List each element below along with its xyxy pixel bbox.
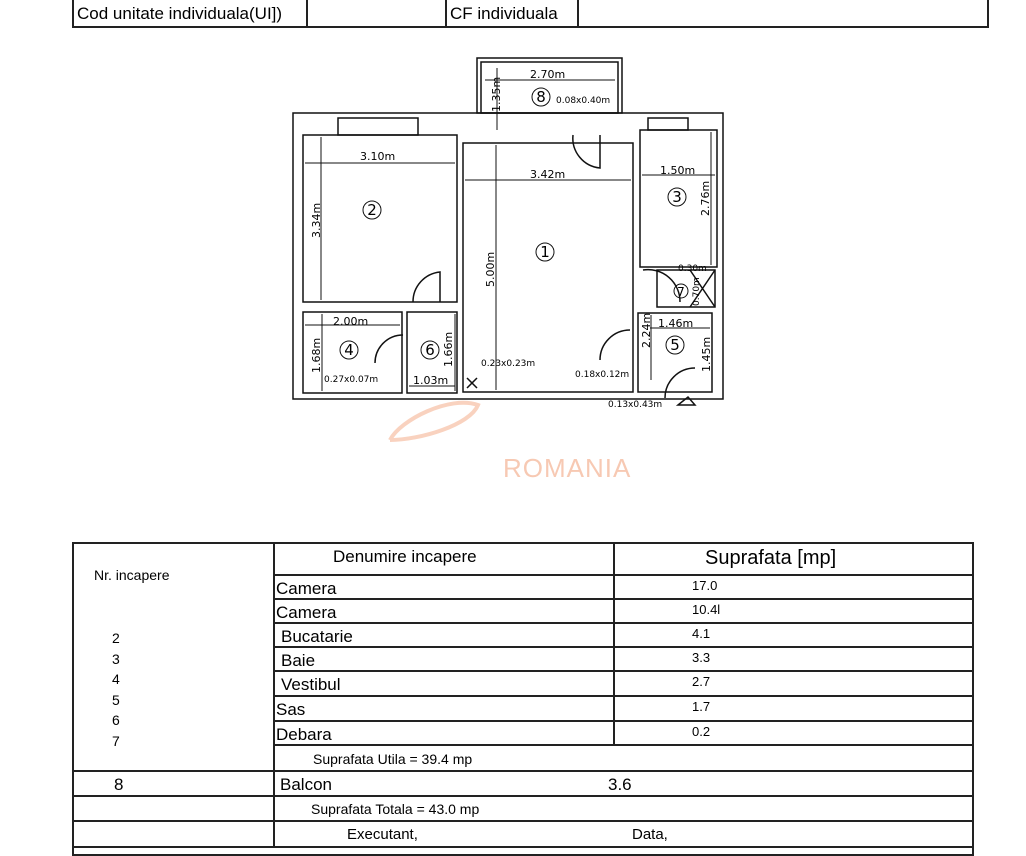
room-area: 10.4l [613,598,974,624]
nr-item: 3 [112,650,120,667]
room-number-5: 5 [670,336,680,354]
dim-r4-h: 1.68m [310,337,323,373]
dim-r2-h: 3.34m [310,202,323,238]
dim-r6-w: 1.03m [413,374,449,387]
dim-r7-w: 0.30m [678,264,707,274]
dim-r5-h2: 2.24m [640,312,653,348]
dim-balcon-w: 2.70m [530,68,566,81]
balcon-row [273,770,974,797]
nr-header: Nr. incapere [94,567,170,583]
room-number-7: 7 [677,285,685,299]
totala-blank [72,795,275,822]
room-area: 1.7 [613,695,974,722]
room-name: Bucatarie [273,622,615,648]
room-number-3: 3 [672,188,682,206]
nr-item: 2 [112,630,120,646]
dim-col3: 0.13x0.43m [608,400,663,410]
room-number-4: 4 [344,341,354,359]
room-number-2: 2 [367,201,377,219]
room-area: 3.3 [613,646,974,672]
room-area: 4.1 [613,622,974,648]
room-number-1: 1 [540,243,550,261]
nr-column [72,542,275,772]
dim-r3-w: 1.50m [660,164,696,177]
suprafata-totala: Suprafata Totala = 43.0 mp [273,795,974,822]
nr-list [112,628,120,751]
dim-r5-w: 1.46m [658,317,694,330]
dim-col1: 0.23x0.23m [481,359,536,369]
room-area: 0.2 [613,720,974,748]
watermark-swoosh [390,403,478,440]
dim-r4-w: 2.00m [333,315,369,328]
outer-wall [293,113,723,399]
dim-r7-h: 0.70m [692,277,702,306]
dim-r2-w: 3.10m [360,150,396,163]
room-area: 17.0 [613,574,974,600]
dim-balcon-col: 0.08x0.40m [556,96,611,106]
room-name: Camera [273,598,615,624]
dim-balcon-h: 1.35m [490,76,503,112]
dim-col2: 0.18x0.12m [575,370,630,380]
room-area: 2.7 [613,670,974,697]
dim-r1-h: 5.00m [484,251,497,287]
balcon-area: 3.6 [608,775,632,794]
signature-row [72,846,974,856]
room-name: Camera [273,574,615,600]
dim-r3-h: 2.76m [699,180,712,216]
room-number-6: 6 [425,341,435,359]
room-name: Debara [273,720,615,748]
balcon-name: Balcon [280,775,332,794]
dim-r6-h: 1.66m [442,331,455,367]
room-number-8: 8 [536,88,546,106]
nr-item: 7 [112,732,120,749]
name-header: Denumire incapere [273,542,615,576]
executant-row [273,820,974,848]
dim-r1-w: 3.42m [530,168,566,181]
room-name: Baie [273,646,615,672]
exec-blank [72,820,275,848]
dim-r5-h: 1.45m [700,336,713,372]
dim-r4-col: 0.27x0.07m [324,375,379,385]
cod-ui-label: Cod unitate individuala(UI]) [72,0,308,28]
executant-label: Executant, [347,826,418,843]
nr-item: 6 [112,712,120,728]
room-name: Sas [273,695,615,722]
watermark-text: ROMANIA [503,453,632,483]
suprafata-utila: Suprafata Utila = 39.4 mp [273,744,974,772]
area-header: Suprafata [mp] [613,542,974,576]
nr-item: 4 [112,671,120,687]
room-name: Vestibul [273,670,615,697]
data-label: Data, [632,826,668,843]
balcon-nr: 8 [72,770,275,797]
cf-label: CF individuala [445,0,579,28]
nr-item: 5 [112,691,120,708]
